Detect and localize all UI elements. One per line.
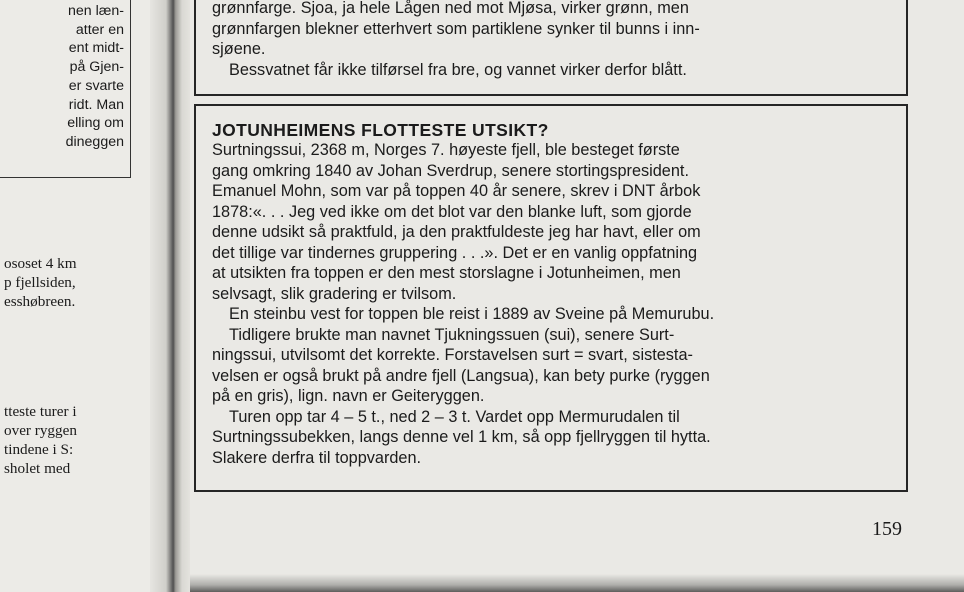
left-text-line: ososet 4 km	[4, 255, 77, 272]
left-box-line: er svarte	[68, 77, 124, 94]
left-box-line: atter en	[75, 21, 124, 38]
main-box-line: denne udsikt så praktfuld, ja den praktfuldeste jeg har havt, eller om	[212, 223, 701, 241]
page-number: 159	[872, 518, 902, 540]
left-text-line: p fjellsiden,	[4, 274, 76, 291]
top-box-line: grønnfarge. Sjoa, ja hele Lågen ned mot Mjøsa, virker grønn, men	[212, 0, 689, 17]
main-box-line: ningssui, utvilsomt det korrekte. Forstavelsen surt = svart, sistesta-	[212, 346, 693, 364]
left-text-line: sholet med	[4, 460, 71, 477]
main-text-box	[194, 104, 908, 492]
left-page	[0, 0, 150, 592]
box-heading: JOTUNHEIMENS FLOTTESTE UTSIKT?	[212, 120, 549, 140]
left-text-line: esshøbreen.	[4, 293, 76, 310]
main-box-line: at utsikten fra toppen er den mest storslagne i Jotunheimen, men	[212, 264, 681, 282]
left-text-line: over ryggen	[4, 422, 77, 439]
page-edge-shadow	[190, 574, 964, 592]
left-box-line: ent midt-	[68, 40, 124, 57]
book-gutter	[150, 0, 190, 592]
left-box-line: dineggen	[65, 133, 124, 150]
main-box-line: En steinbu vest for toppen ble reist i 1889 av Sveine på Memurubu.	[229, 305, 715, 323]
main-box-line: Slakere derfra til toppvarden.	[212, 448, 422, 467]
left-paragraph-1	[4, 254, 77, 311]
left-paragraph-2	[4, 402, 77, 478]
left-text-line: tindene i S:	[4, 441, 74, 458]
left-box	[0, 0, 131, 178]
main-box-line: Surtningssui, 2368 m, Norges 7. høyeste fjell, ble besteget første	[212, 141, 680, 159]
main-box-line: Turen opp tar 4 – 5 t., ned 2 – 3 t. Vardet opp Mermurudalen til	[229, 407, 680, 426]
left-box-line: nen læn-	[68, 3, 124, 19]
main-box-line: på en gris), lign. navn er Geiteryggen.	[212, 387, 485, 405]
top-box-line: grønnfargen blekner etterhvert som partiklene synker til bunns i inn-	[212, 19, 700, 38]
main-box-line: Tidligere brukte man navnet Tjukningssuen (sui), senere Surt-	[229, 325, 675, 344]
main-box-line: velsen er også brukt på andre fjell (Langsua), kan bety purke (ryggen	[212, 366, 710, 385]
left-text-line: tteste turer i	[4, 403, 77, 420]
main-box-line: 1878:«. . . Jeg ved ikke om det blot var den blanke luft, som gjorde	[212, 202, 692, 221]
main-box-line: Surtningssubekken, langs denne vel 1 km, så opp fjellryggen til hytta.	[212, 428, 711, 446]
top-box-line: Bessvatnet får ikke tilførsel fra bre, og vannet virker derfor blått.	[229, 60, 687, 79]
main-box-line: Emanuel Mohn, som var på toppen 40 år senere, skrev i DNT årbok	[212, 182, 701, 200]
main-box-line: det tillige var tindernes gruppering . . .». Det er en vanlig oppfatning	[212, 243, 698, 262]
main-box-line: gang omkring 1840 av Johan Sverdrup, senere stortingspresident.	[212, 161, 689, 180]
top-text-box	[194, 0, 908, 96]
left-box-line: ridt. Man	[68, 96, 124, 113]
main-box-line: selvsagt, slik gradering er tvilsom.	[212, 284, 457, 303]
top-box-line: sjøene.	[212, 40, 266, 58]
left-box-line: elling om	[67, 115, 124, 132]
right-page	[190, 0, 964, 592]
left-box-line: på Gjen-	[69, 59, 124, 76]
